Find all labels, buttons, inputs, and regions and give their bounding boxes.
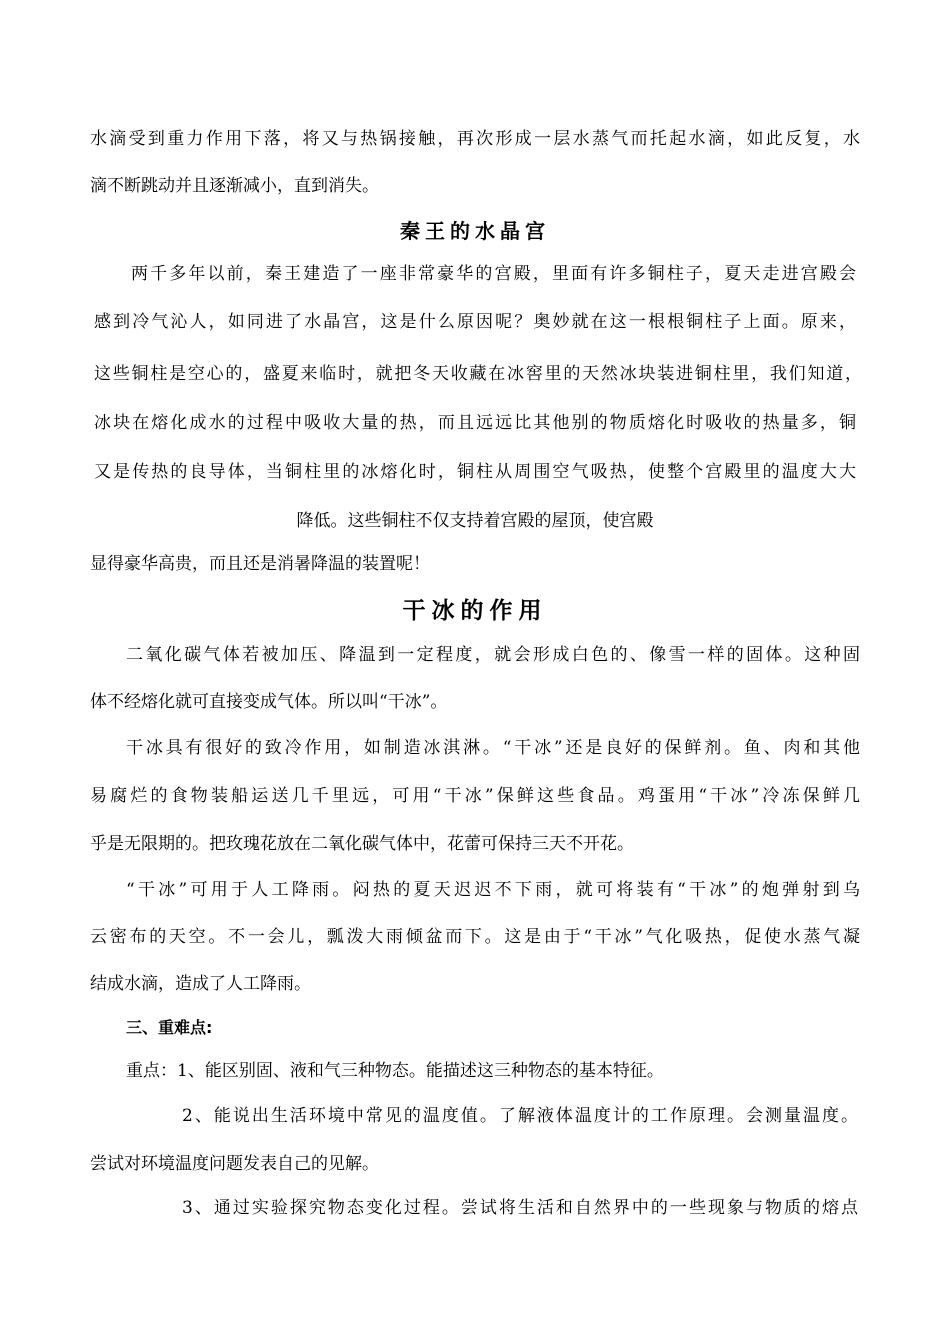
intro-line-2: 滴不断跳动并且逐渐减小，直到消失。 — [90, 176, 379, 196]
intro-line-1: 水滴受到重力作用下落，将又与热锅接触，再次形成一层水蒸气而托起水滴，如此反复，水 — [90, 129, 860, 149]
dryice-p2-line-2: 易腐烂的食物装船运送几千里远，可用“干冰”保鲜这些食品。鸡蛋用“干冰”冷冻保鲜几 — [90, 786, 860, 806]
dryice-p3-line-1: “干冰”可用于人工降雨。闷热的夏天迟迟不下雨，就可将装有“干冰”的炮弹射到乌 — [126, 880, 860, 900]
crystal-line-2: 感到冷气沁人，如同进了水晶宫，这是什么原因呢？奥妙就在这一根根铜柱子上面。原来， — [94, 312, 856, 332]
key-point-2: 2、能说出生活环境中常见的温度值。了解液体温度计的工作原理。会测量温度。 — [182, 1106, 858, 1126]
key-points-heading: 三、重难点: — [126, 1018, 213, 1037]
dryice-p3-line-3: 结成水滴，造成了人工降雨。 — [90, 974, 311, 994]
crystal-line-4: 冰块在熔化成水的过程中吸收大量的热，而且远远比其他别的物质熔化时吸收的热量多，铜 — [94, 413, 856, 433]
section-title-dry-ice: 干冰的作用 — [402, 598, 548, 624]
dryice-p2-line-1: 干冰具有很好的致冷作用，如制造冰淇淋。“干冰”还是良好的保鲜剂。鱼、肉和其他 — [126, 738, 860, 758]
dryice-p1-line-2: 体不经熔化就可直接变成气体。所以叫“干冰”。 — [90, 692, 448, 712]
crystal-line-6: 降低。这些铜柱不仅支持着宫殿的屋顶，使宫殿 — [296, 511, 654, 531]
section-title-crystal-palace: 秦王的水晶宫 — [400, 219, 550, 243]
dryice-p1-line-1: 二氧化碳气体若被加压、降温到一定程度，就会形成白色的、像雪一样的固体。这种固 — [126, 645, 860, 665]
dryice-p3-line-2: 云密布的天空。不一会儿，瓢泼大雨倾盆而下。这是由于“干冰”气化吸热，促使水蒸气凝 — [90, 927, 860, 947]
crystal-line-3: 这些铜柱是空心的，盛夏来临时，就把冬天收藏在冰窖里的天然冰块装进铜柱里，我们知道， — [94, 364, 862, 384]
key-point-3: 3、通过实验探究物态变化过程。尝试将生活和自然界中的一些现象与物质的熔点 — [182, 1198, 858, 1218]
key-point-2-cont: 尝试对环境温度问题发表自己的见解。 — [90, 1154, 379, 1174]
key-point-1: 重点：1、能区别固、液和气三种物态。能描述这三种物态的基本特征。 — [126, 1061, 664, 1081]
crystal-line-7: 显得豪华高贵，而且还是消暑降温的装置呢！ — [90, 554, 430, 574]
crystal-line-1: 两千多年以前，秦王建造了一座非常豪华的宫殿，里面有许多铜柱子，夏天走进宫殿会 — [131, 264, 856, 284]
crystal-line-5: 又是传热的良导体，当铜柱里的冰熔化时，铜柱从周围空气吸热，使整个宫殿里的温度大大 — [94, 462, 856, 482]
dryice-p2-line-3: 乎是无限期的。把玫瑰花放在二氧化碳气体中，花蕾可保持三天不开花。 — [90, 834, 634, 854]
